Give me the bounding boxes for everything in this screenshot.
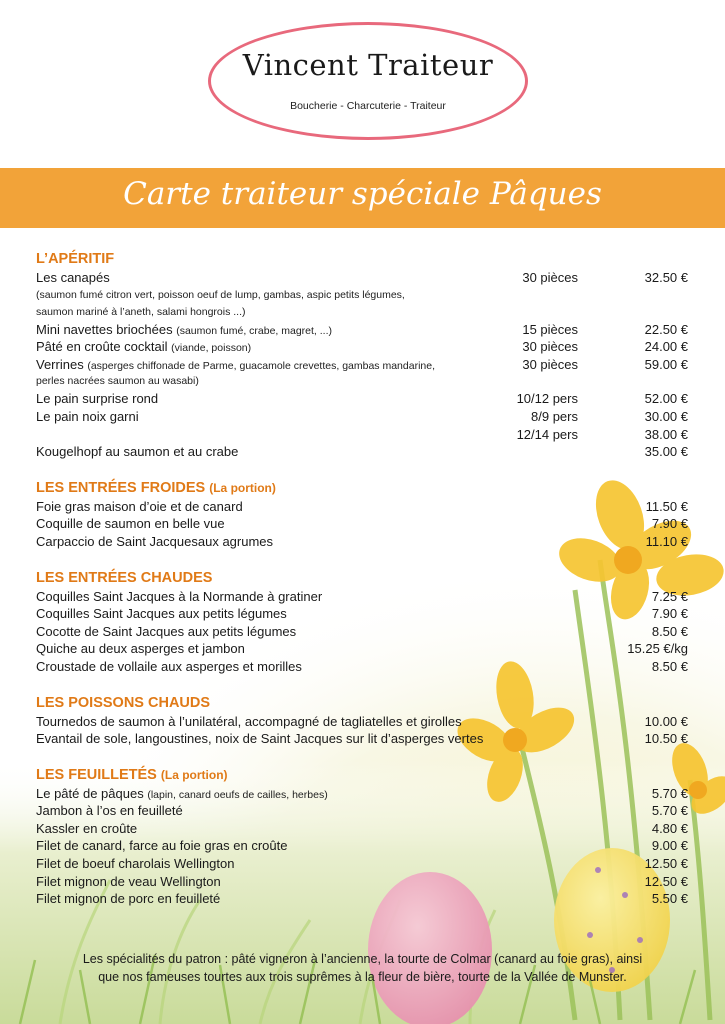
section-poissons-chauds [36,694,696,748]
item-price: 15.25 €/kg [627,641,688,657]
menu-item [36,890,696,908]
item-name: Tournedos de saumon à l’unilatéral, accompagné de tagliatelles et girolles [36,713,462,729]
footer-line: Les spécialités du patron : pâté vigneron à l’ancienne, la tourte de Colmar (canard au foie gras), ainsi [82,952,643,966]
menu-item [36,443,696,461]
item-name: Le pain noix garni [36,408,139,424]
menu-item [36,820,696,838]
item-price: 35.00 € [644,444,688,460]
item-price: 8.50 € [651,623,688,639]
menu-item [36,515,696,533]
item-name: Verrines (asperges chiffonade de Parme, guacamole crevettes, gambas mandarine, [36,356,435,372]
section-entrees-froides [36,479,696,551]
item-name: Coquilles Saint Jacques aux petits légumes [36,606,287,622]
item-name: Filet mignon de veau Wellington [36,873,221,889]
item-name: Coquilles Saint Jacques à la Normande à gratiner [36,588,323,604]
item-name: Pâté en croûte cocktail (viande, poisson) [36,339,252,355]
footer-line: que nos fameuses tourtes aux trois suprêmes à la fleur de bière, tourte de la Vallée de Munster. [98,970,627,984]
title-banner [0,168,725,228]
menu-content [36,250,696,908]
item-price: 11.10 € [645,533,688,549]
section-entrees-chaudes [36,569,696,676]
logo-name: Vincent Traiteur [242,48,494,82]
item-name: Jambon à l’os en feuilleté [36,803,183,819]
item-name: Quiche au deux asperges et jambon [36,641,245,657]
menu-item [36,785,696,803]
item-name: Filet de boeuf charolais Wellington [36,856,235,872]
item-price: 8.50 € [651,658,688,674]
item-name: Filet de canard, farce au foie gras en croûte [36,838,288,854]
item-description: (saumon fumé citron vert, poisson oeuf de lump, gambas, aspic petits légumes, [36,288,405,301]
item-qty: 30 pièces [522,356,578,372]
item-price: 7.90 € [651,516,688,532]
menu-item [36,356,696,374]
item-qty: 8/9 pers [531,408,578,424]
item-name: Cocotte de Saint Jacques aux petits légumes [36,623,297,639]
item-price: 30.00 € [644,408,688,424]
menu-item [36,855,696,873]
item-name: Coquille de saumon en belle vue [36,516,225,532]
section-title: LES FEUILLETÉS (La portion) [36,766,228,783]
item-price: 7.25 € [651,588,688,604]
item-price: 5.70 € [651,803,688,819]
item-name: Kougelhopf au saumon et au crabe [36,444,239,460]
item-price: 4.80 € [651,820,688,836]
item-price: 52.00 € [644,391,688,407]
item-price: 10.50 € [644,731,688,747]
item-price: 11.50 € [645,498,688,514]
section-feuilletes [36,766,696,908]
item-price: 12.50 € [644,873,688,889]
menu-item [36,390,696,408]
menu-item [36,658,696,676]
menu-item [36,408,696,426]
menu-item [36,837,696,855]
logo-subtitle: Boucherie - Charcuterie - Traiteur [290,100,446,112]
menu-item [36,802,696,820]
item-price: 5.70 € [651,785,688,801]
item-name: Le pain surprise rond [36,391,159,407]
item-name: Croustade de vollaile aux asperges et morilles [36,658,302,674]
item-name: Foie gras maison d’oie et de canard [36,498,243,514]
item-description: (lapin, canard oeufs de cailles, herbes) [147,788,328,801]
item-price: 9.00 € [651,838,688,854]
item-name: Mini navettes briochées (saumon fumé, crabe, magret, ...) [36,321,333,337]
item-price: 38.00 € [644,426,688,442]
menu-item [36,498,696,516]
item-name: Filet mignon de porc en feuilleté [36,891,221,907]
item-qty: 15 pièces [522,321,578,337]
item-qty: 10/12 pers [516,391,578,407]
section-title: LES ENTRÉES CHAUDES [36,569,213,586]
item-price: 22.50 € [644,321,688,337]
item-qty: 30 pièces [522,270,578,285]
menu-item [36,269,696,287]
item-description: (viande, poisson) [171,342,252,355]
item-description: saumon mariné à l’aneth, salami hongrois ...) [36,305,246,318]
menu-item [36,730,696,748]
menu-item [36,338,696,356]
item-description: perles nacrées saumon au wasabi) [36,375,199,388]
footer-note [30,950,695,986]
menu-item [36,321,696,339]
item-price: 59.00 € [644,356,688,372]
section-note: (La portion) [209,480,276,495]
item-name: Evantail de sole, langoustines, noix de Saint Jacques sur lit d’asperges vertes [36,731,484,747]
item-price: 10.00 € [644,713,688,729]
item-name: Les canapés [36,270,110,285]
section-title: LES ENTRÉES FROIDES (La portion) [36,479,276,496]
menu-item [36,873,696,891]
item-price: 32.50 € [644,270,688,285]
menu-item [36,713,696,731]
menu-item [36,605,696,623]
menu-item [36,426,696,444]
item-description: (saumon fumé, crabe, magret, ...) [176,324,333,337]
logo [208,22,528,140]
item-qty: 12/14 pers [516,426,578,442]
item-price: 12.50 € [644,856,688,872]
menu-item [36,588,696,606]
menu-item [36,623,696,641]
item-name: Le pâté de pâques (lapin, canard oeufs de cailles, herbes) [36,785,328,801]
banner-title: Carte traiteur spéciale Pâques [123,176,602,212]
item-description: (asperges chiffonade de Parme, guacamole crevettes, gambas mandarine, [87,359,435,372]
item-name: Kassler en croûte [36,820,138,836]
section-title: L’APÉRITIF [36,251,115,267]
item-price: 5.50 € [651,891,688,907]
section-note: (La portion) [160,767,228,782]
menu-item [36,640,696,658]
section-title: LES POISSONS CHAUDS [36,694,211,711]
item-name: Carpaccio de Saint Jacquesaux agrumes [36,533,274,549]
section-aperitif [36,250,696,461]
item-price: 24.00 € [644,339,688,355]
item-qty: 30 pièces [522,339,578,355]
item-price: 7.90 € [651,606,688,622]
menu-item [36,533,696,551]
